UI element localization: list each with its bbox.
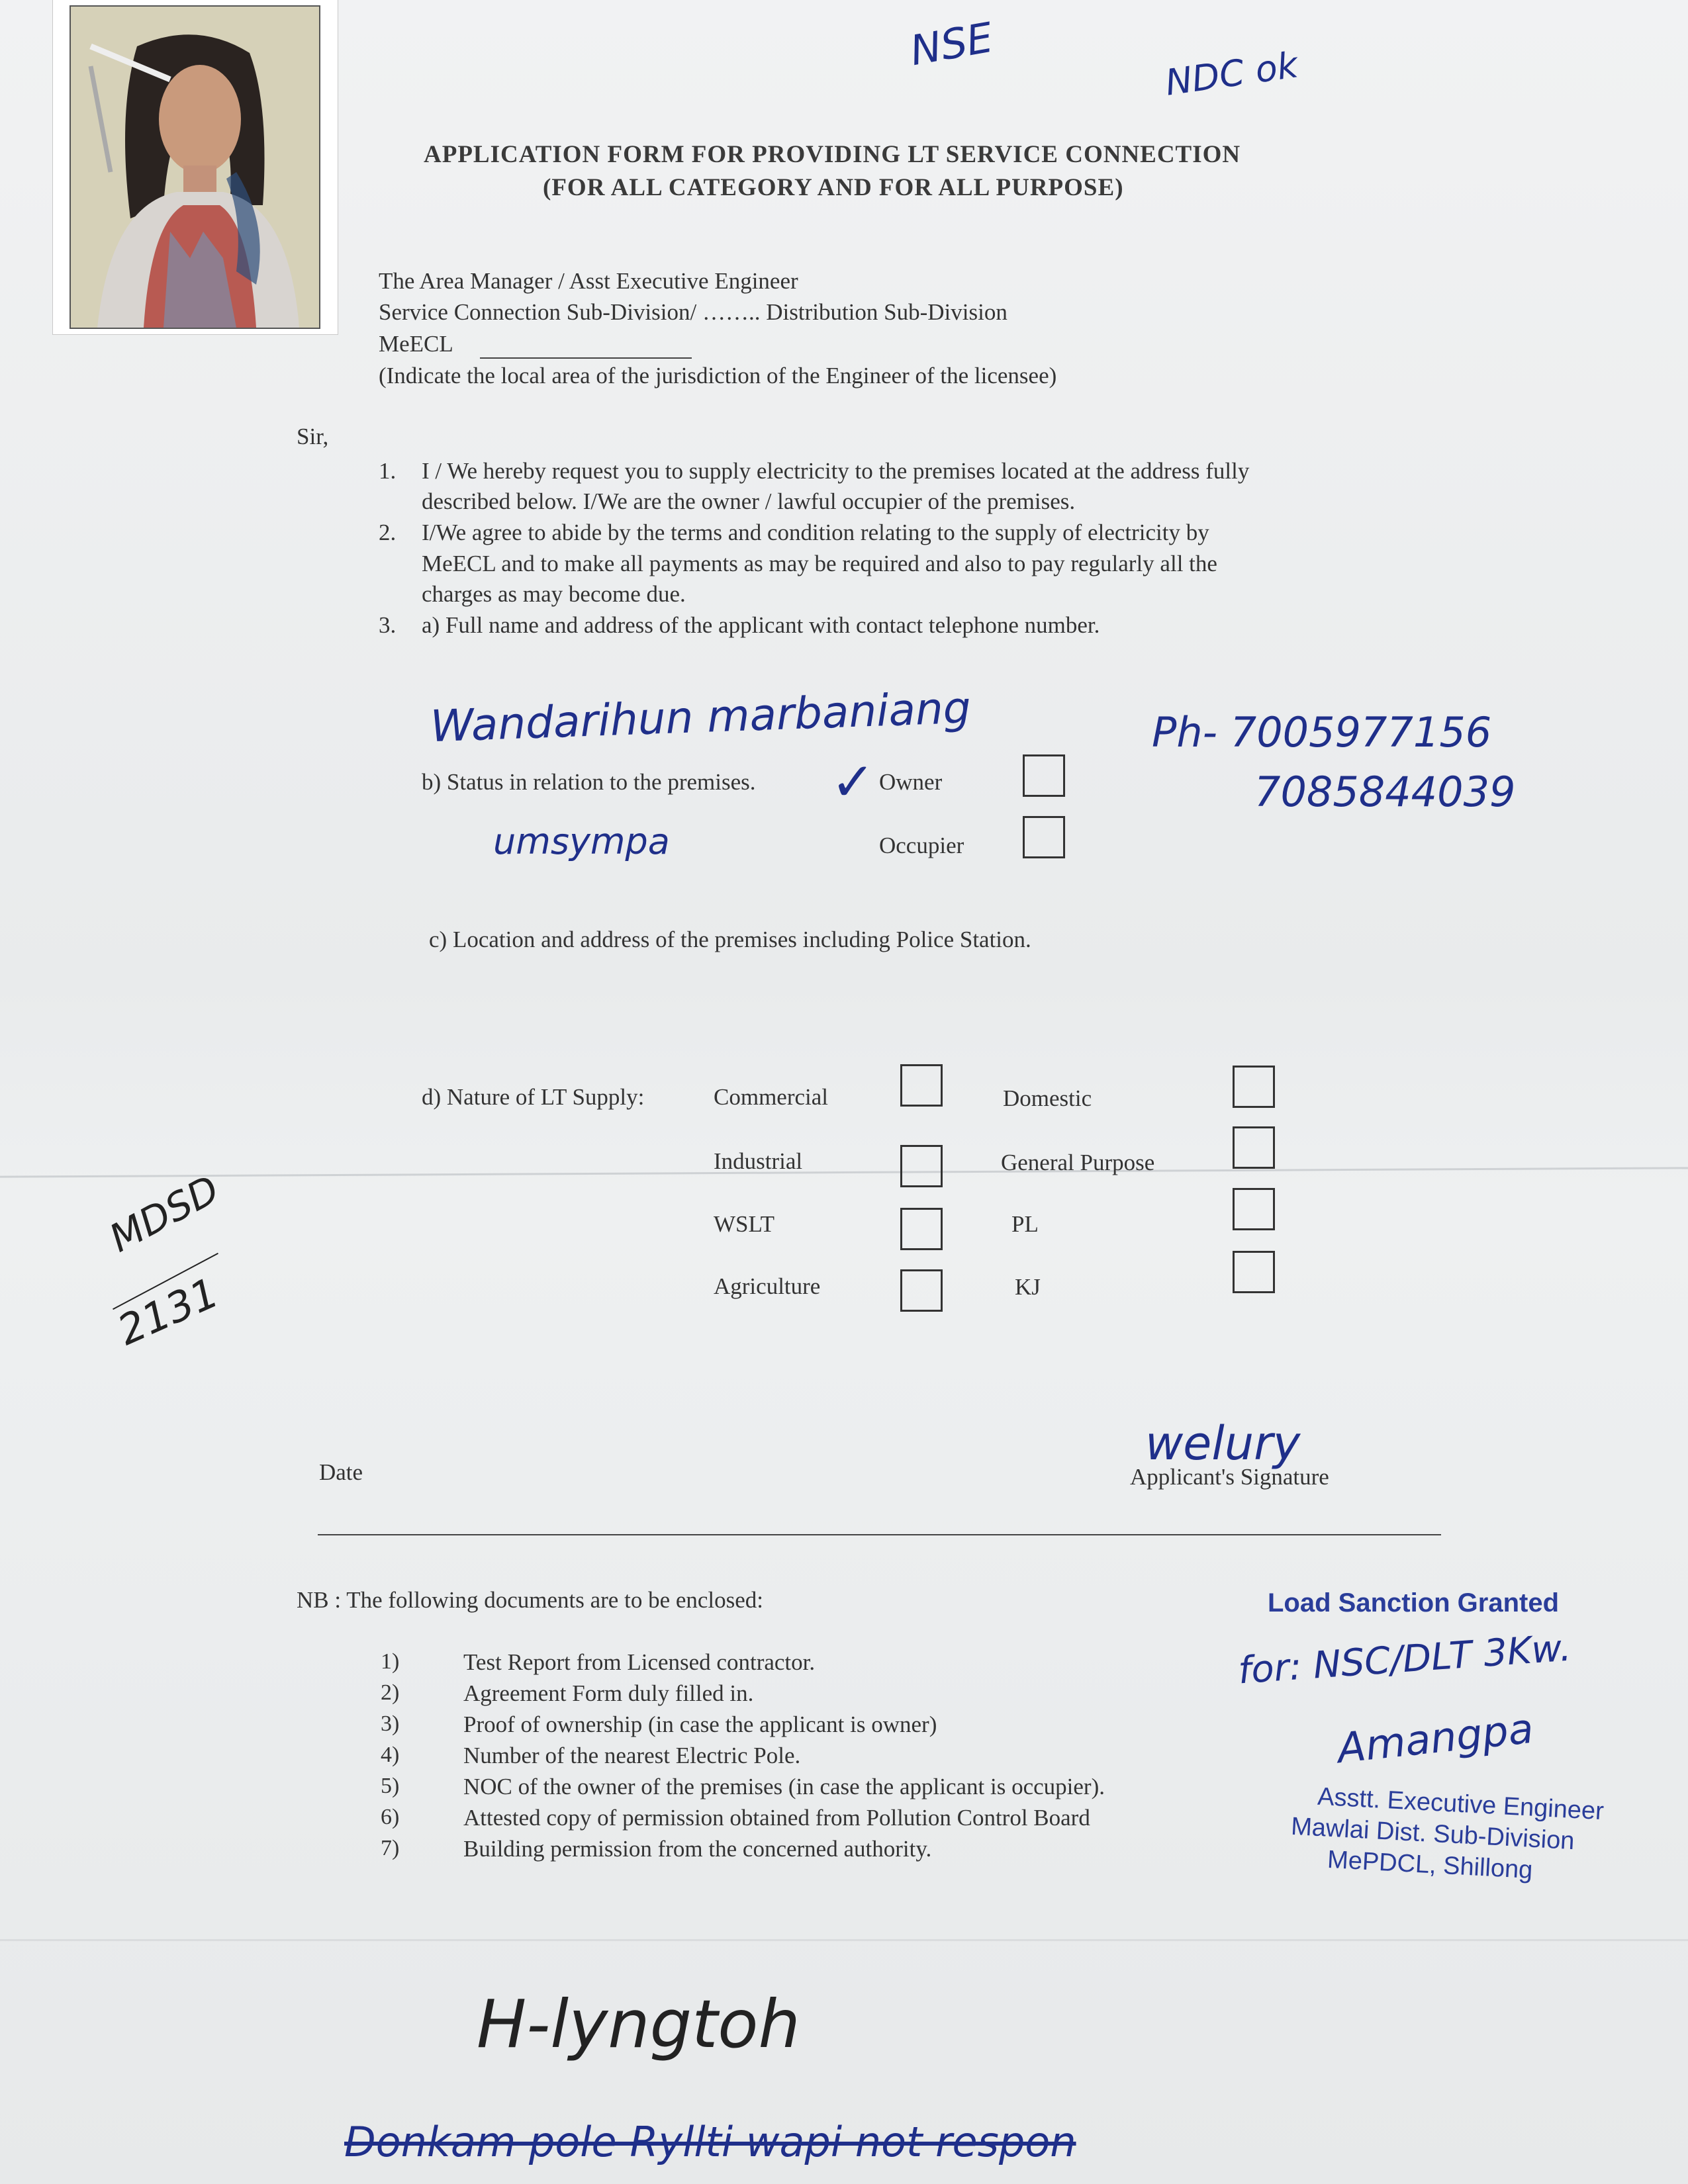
item3-number: 3. xyxy=(379,612,397,638)
owner-label: Owner xyxy=(879,769,943,795)
supply-agriculture-label: Agriculture xyxy=(714,1273,821,1299)
supply-domestic-label: Domestic xyxy=(1003,1085,1092,1111)
supply-pl-checkbox[interactable] xyxy=(1233,1188,1275,1230)
supply-pl-label: PL xyxy=(1011,1211,1039,1237)
supply-kj-checkbox[interactable] xyxy=(1233,1251,1275,1293)
item1-number: 1. xyxy=(379,458,397,484)
status-tick: ✓ xyxy=(831,751,876,813)
addressee-line4: (Indicate the local area of the jurisdiction of the Engineer of the licensee) xyxy=(379,363,1057,388)
addressee-line3: MeECL xyxy=(379,331,453,357)
side-annotation-mdsd: MDSD xyxy=(102,1166,226,1261)
applicant-phone-2: 7085844039 xyxy=(1254,768,1516,816)
item3a-label: a) Full name and address of the applicant with contact telephone number. xyxy=(422,612,1100,638)
form-title-line2: (FOR ALL CATEGORY AND FOR ALL PURPOSE) xyxy=(543,174,1124,201)
document-number: 4) xyxy=(381,1743,400,1767)
supply-industrial-label: Industrial xyxy=(714,1148,803,1174)
supply-industrial-checkbox[interactable] xyxy=(900,1145,943,1187)
document-item: NOC of the owner of the premises (in case the applicant is occupier). xyxy=(463,1774,1105,1799)
applicant-address: umsympa xyxy=(493,821,670,862)
salutation: Sir, xyxy=(297,424,329,449)
owner-checkbox[interactable] xyxy=(1023,754,1065,797)
photo-image xyxy=(70,5,320,329)
stamp-line3: MePDCL, Shillong xyxy=(1327,1845,1534,1885)
applicant-name: Wandarihun marbaniang xyxy=(429,682,972,752)
document-item: Attested copy of permission obtained from Pollution Control Board xyxy=(463,1805,1090,1831)
document-item: Proof of ownership (in case the applicant is owner) xyxy=(463,1711,937,1737)
supply-kj-label: KJ xyxy=(1015,1274,1041,1300)
fold-line-middle xyxy=(0,1167,1688,1177)
document-number: 7) xyxy=(381,1836,400,1860)
stamp-line1: Asstt. Executive Engineer xyxy=(1317,1782,1605,1826)
stamp-line2: Mawlai Dist. Sub-Division xyxy=(1290,1812,1575,1856)
nb-heading: NB : The following documents are to be enclosed: xyxy=(297,1587,764,1613)
document-item: Agreement Form duly filled in. xyxy=(463,1680,754,1706)
item2-line2: MeECL and to make all payments as may be required and also to pay regularly all the xyxy=(422,551,1217,576)
document-number: 5) xyxy=(381,1774,400,1798)
occupier-label: Occupier xyxy=(879,833,964,858)
fold-line-lower xyxy=(0,1939,1688,1941)
date-signature-divider xyxy=(318,1534,1441,1535)
top-annotation-ndc: NDC ok xyxy=(1162,44,1301,104)
applicant-phone-1: Ph- 7005977156 xyxy=(1152,708,1492,756)
form-title-line1: APPLICATION FORM FOR PROVIDING LT SERVICE CONNECTION xyxy=(424,141,1241,168)
bottom-annotation-note: Donkam pole Ryllti wapi not respon xyxy=(344,2118,1076,2166)
stamp-sanction-note: for: NSC/DLT 3Kw. xyxy=(1237,1626,1573,1693)
item3b-label: b) Status in relation to the premises. xyxy=(422,769,756,795)
item2-line1: I/We agree to abide by the terms and condition relating to the supply of electricity by xyxy=(422,520,1209,545)
supply-agriculture-checkbox[interactable] xyxy=(900,1269,943,1312)
document-number: 6) xyxy=(381,1805,400,1829)
item3d-label: d) Nature of LT Supply: xyxy=(422,1084,645,1110)
supply-general-purpose-label: General Purpose xyxy=(1001,1150,1155,1175)
signature-label: Applicant's Signature xyxy=(1130,1464,1329,1490)
document-number: 2) xyxy=(381,1680,400,1705)
item2-number: 2. xyxy=(379,520,397,545)
date-label: Date xyxy=(319,1459,363,1485)
stamp-heading: Load Sanction Granted xyxy=(1268,1588,1560,1617)
supply-domestic-checkbox[interactable] xyxy=(1233,1066,1275,1108)
side-annotation-number: 2131 xyxy=(110,1268,226,1355)
item1-line2: described below. I/We are the owner / lawful occupier of the premises. xyxy=(422,488,1076,514)
supply-commercial-label: Commercial xyxy=(714,1084,829,1110)
addressee-line1: The Area Manager / Asst Executive Engineer xyxy=(379,268,798,294)
supply-general-purpose-checkbox[interactable] xyxy=(1233,1126,1275,1169)
occupier-checkbox[interactable] xyxy=(1023,816,1065,858)
addressee-line2: Service Connection Sub-Division/ …….. Distribution Sub-Division xyxy=(379,299,1008,325)
supply-commercial-checkbox[interactable] xyxy=(900,1064,943,1107)
document-number: 3) xyxy=(381,1711,400,1736)
portrait-icon xyxy=(71,7,319,328)
item2-line3: charges as may become due. xyxy=(422,581,686,607)
supply-wslt-label: WSLT xyxy=(714,1211,775,1237)
document-item: Number of the nearest Electric Pole. xyxy=(463,1743,801,1768)
item3c-label: c) Location and address of the premises including Police Station. xyxy=(429,927,1031,952)
applicant-photo xyxy=(53,0,338,334)
document-number: 1) xyxy=(381,1649,400,1674)
meecl-blank-line xyxy=(480,357,692,359)
document-item: Building permission from the concerned authority. xyxy=(463,1836,932,1862)
document-item: Test Report from Licensed contractor. xyxy=(463,1649,816,1675)
bottom-annotation-name: H-lyngtoh xyxy=(477,1985,800,2063)
applicant-signature: welury xyxy=(1145,1416,1301,1471)
top-annotation-nse: NSE xyxy=(906,13,997,75)
stamp-officer-signature: Amangpa xyxy=(1335,1704,1536,1773)
supply-wslt-checkbox[interactable] xyxy=(900,1208,943,1250)
item1-line1: I / We hereby request you to supply electricity to the premises located at the address fully xyxy=(422,458,1250,484)
